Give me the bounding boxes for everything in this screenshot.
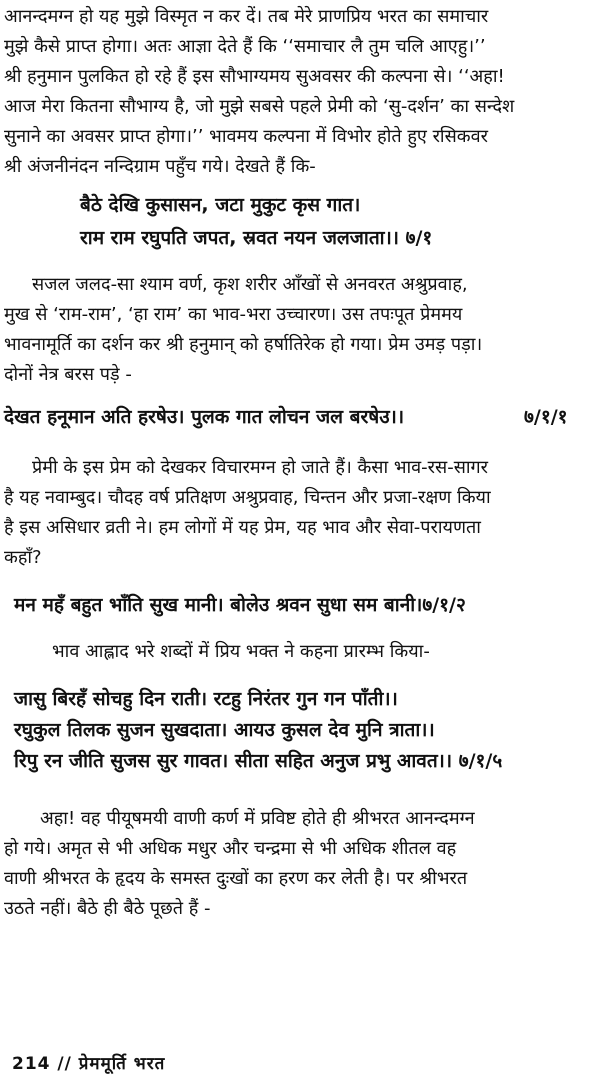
para2-line-1: सजल जलद-सा श्याम वर्ण, कृश शरीर आँखों से अनवरत अश्रुप्रवाह, — [32, 274, 468, 295]
para1-line-2: मुझे कैसे प्राप्त होगा। अतः आज्ञा देते हैं कि ‘‘समाचार लै तुम चलि आएहु।’’ — [4, 36, 486, 57]
verse2-text: देखत हनूमान अति हरषेउ। पुलक गात लोचन जल बरषेउ।। — [4, 406, 405, 428]
para1-line-6: श्री अंजनीनंदन नन्दिग्राम पहुँच गये। देखते हैं कि- — [4, 156, 316, 177]
para2-line-4: दोनों नेत्र बरस पड़े - — [4, 364, 132, 385]
para1-line-3: श्री हनुमान पुलकित हो रहे हैं इस सौभाग्यमय सुअवसर की कल्पना से। ‘‘अहा! — [4, 66, 505, 87]
verse4-line-2: रघुकुल तिलक सुजन सुखदाता। आयउ कुसल देव मुनि त्राता।। — [14, 719, 435, 741]
para3-line-2: है यह नवाम्बुद। चौदह वर्ष प्रतिक्षण अश्रुप्रवाह, चिन्तन और प्रजा-रक्षण किया — [4, 487, 491, 508]
para2-line-2: मुख से ‘राम-राम’, ‘हा राम’ का भाव-भरा उच्चारण। उस तपःपूत प्रेममय — [4, 304, 463, 325]
para5-line-4: उठते नहीं। बैठे ही बैठे पूछते हैं - — [4, 898, 211, 919]
para2-line-3: भावनामूर्ति का दर्शन कर श्री हनुमान् को हर्षातिरेक हो गया। प्रेम उमड़ पड़ा। — [4, 334, 483, 355]
para4: भाव आह्लाद भरे शब्दों में प्रिय भक्त ने कहना प्रारम्भ किया- — [52, 641, 430, 662]
para3-line-4: कहाँ? — [4, 547, 42, 568]
para1-line-4: आज मेरा कितना सौभाग्य है, जो मुझे सबसे पहले प्रेमी को ‘सु-दर्शन’ का सन्देश — [4, 96, 515, 117]
verse2-ref: ७/१/१ — [524, 406, 568, 428]
verse3: मन महँ बहुत भाँति सुख मानी। बोलेउ श्रवन सुधा सम बानी।७/१/२ — [14, 594, 466, 616]
para1-line-5: सुनाने का अवसर प्राप्त होगा।’’ भावमय कल्पना में विभोर होते हुए रसिकवर — [4, 126, 488, 147]
verse4-line-1: जासु बिरहँ सोचहु दिन राती। रटहु निरंतर गुन गन पाँती।। — [14, 688, 398, 710]
para1-line-1: आनन्दमग्न हो यह मुझे विस्मृत न कर दें। तब मेरे प्राणप्रिय भरत का समाचार — [4, 6, 489, 27]
verse1-line-2: राम राम रघुपति जपत, स्रवत नयन जलजाता।। ७/१ — [80, 227, 433, 249]
para3-line-3: है इस असिधार व्रती ने। हम लोगों में यह प्रेम, यह भाव और सेवा-परायणता — [4, 517, 481, 538]
para5-line-1: अहा! वह पीयूषमयी वाणी कर्ण में प्रविष्ट होते ही श्रीभरत आनन्दमग्न — [40, 808, 475, 829]
verse4-line-3: रिपु रन जीति सुजस सुर गावत। सीता सहित अनुज प्रभु आवत।। ७/१/५ — [14, 750, 503, 772]
para5-line-2: हो गये। अमृत से भी अधिक मधुर और चन्द्रमा से भी अधिक शीतल वह — [4, 838, 457, 859]
page-footer: 214 // प्रेममूर्ति भरत — [12, 1054, 166, 1074]
verse1-line-1: बैठे देखि कुसासन, जटा मुकुट कृस गात। — [80, 194, 361, 216]
para5-line-3: वाणी श्रीभरत के हृदय के समस्त दुःखों का हरण कर लेती है। पर श्रीभरत — [4, 868, 468, 889]
para3-line-1: प्रेमी के इस प्रेम को देखकर विचारमग्न हो जाते हैं। कैसा भाव-रस-सागर — [32, 457, 489, 478]
